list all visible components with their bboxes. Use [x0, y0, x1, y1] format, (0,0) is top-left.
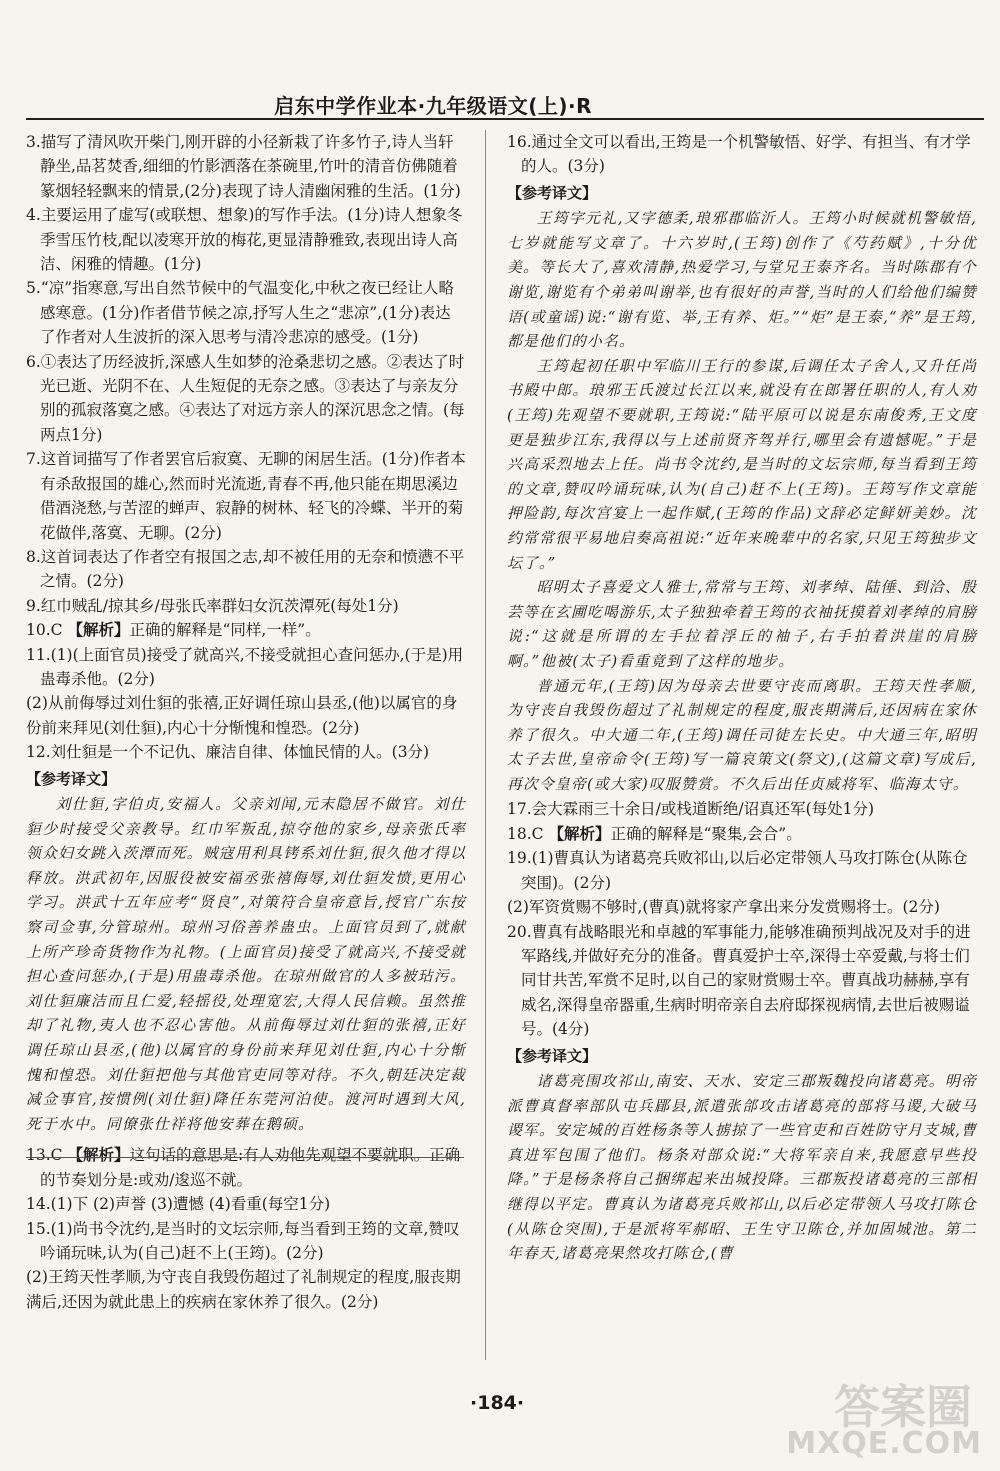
answer-7: 7.这首词描写了作者罢官后寂寞、无聊的闲居生活。(1分)作者本有杀敌报国的雄心,然而时光流逝,青春不再,他只能在期思溪边借酒浇愁,与苦涩的蝉声、寂静的树林、轻飞的冷蝶、半开的菊花做伴,落寞、无聊。(2分) — [26, 450, 466, 542]
answer-6: 6.①表达了历经波折,深感人生如梦的沧桑悲切之感。②表达了时光已逝、光阴不在、人生短促的无奈之感。③表达了与亲友分别的孤寂落寞之感。④表达了对远方亲人的深沉思念之情。(每两点1分) — [26, 352, 465, 444]
answer-13-text: 这句话的意思是:有人劝他先观望不要就职。正确的节奏划分是:或劝/逡巡不就。 — [40, 1146, 461, 1189]
answer-15-2: (2)王筠天性孝顺,为守丧自我毁伤超过了礼制规定的程度,服丧期满后,还因为就此患上的疾病在家休养了很久。(2分) — [26, 1268, 461, 1311]
answer-12: 12.刘仕貆是一个不记仇、廉洁自律、体恤民情的人。(3分) — [26, 743, 430, 762]
answer-16: 16.通过全文可以看出,王筠是一个机警敏悟、好学、有担当、有才学的人。(3分) — [507, 133, 971, 176]
answer-15-1: 15.(1)尚书令沈约,是当时的文坛宗师,每当看到王筠的文章,赞叹吟诵玩味,认为(自己)赶不上(王筠)。(2分) — [26, 1219, 460, 1262]
answer-14: 14.(1)下 (2)声誉 (3)遭憾 (4)看重(每空1分) — [26, 1195, 331, 1214]
translation-text: 刘仕貆,字伯贞,安福人。父亲刘闻,元末隐居不做官。刘仕貆少时接受父亲教导。红巾军叛乱,掠夺他的家乡,母亲张氏率领众妇女跳入茨潭而死。贼寇用利具铐系刘仕貆,很久他才得以释放。洪武初年,因服役被安福丞张禧侮辱,刘仕貆发愤,更用心学习。洪武十五年应考“贤良”,对策符合皇帝意旨,授官广东按察司佥事,分管琼州。琼州习俗善养蛊虫。上面官员到了,就献上所产珍奇货物作为礼物。(上面官员)接受了就高兴,不接受就担心查问惩办,(于是)用蛊毒杀他。在琼州做官的人多被玷污。刘仕貆廉洁而且仁爱,轻摇役,处理宽宏,大得人民信赖。虽然推却了礼物,夷人也不忍心害他。从前侮辱过刘仕貆的张禧,正好调任琼山县丞,(他)以属官的身份前来拜见刘仕貆,内心十分惭愧和惶恐。刘仕貆把他与其他官吏同等对待。不久,朝廷决定裁减佥事官,按惯例(刘仕貆)降任东莞河泊使。渡河时遇到大风,死于水中。同僚张仕祥将他安葬在鹅硕。 — [26, 795, 466, 1133]
answer-17: 17.会大霖雨三十余日/或栈道断绝/诏真还军(每处1分) — [507, 800, 875, 819]
section-rule — [26, 1157, 464, 1158]
watermark-mark: 答案圈 — [834, 1380, 972, 1434]
answer-11-2: (2)从前侮辱过刘仕貆的张禧,正好调任琼山县丞,(他)以属官的身份前来拜见(刘仕貆),内心十分惭愧和惶恐。(2分) — [26, 694, 458, 737]
translation-paragraph-1: 王筠字元礼,又字德柔,琅邪郡临沂人。王筠小时候就机警敏悟,七岁就能写文章了。十六岁时,(王筠)创作了《芍药赋》,十分优美。等长大了,喜欢清静,热爱学习,与堂兄王泰齐名。当时陈郡有个谢览,谢览有个弟弟叫谢举,也有很好的声誉,当时的人们给他们编赞语(或童谣)说:“谢有览、举,王有养、炬。”“炬”是王泰,“养”是王筠,都是他们的小名。 — [507, 210, 977, 351]
answer-10-prefix: 10.C — [26, 621, 68, 640]
answer-18-prefix: 18.C — [507, 824, 549, 843]
page-number: ·184· — [470, 1392, 525, 1414]
page-header — [26, 90, 984, 124]
reference-translation-tag: 【参考译文】 — [507, 183, 598, 202]
header-title: 启东中学作业本·九年级语文(上)·R — [274, 94, 592, 118]
right-column — [507, 130, 977, 1267]
answer-4: 4.主要运用了虚写(或联想、想象)的写作手法。(1分)诗人想象冬季雪压竹枝,配以凌寒开放的梅花,更显清静雅致,表现出诗人高洁、闲雅的情趣。(1分) — [26, 206, 463, 274]
column-divider — [485, 130, 486, 1360]
answer-10 — [26, 618, 466, 642]
answer-11-1: 11.(1)(上面官员)接受了就高兴,不接受就担心查问惩办,(于是)用蛊毒杀他。(2分) — [26, 645, 464, 688]
translation-paragraph-5: 诸葛亮围攻祁山,南安、天水、安定三郡叛魏投向诸葛亮。明帝派曹真督率部队屯兵郿县,派遣张郃攻击诸葛亮的部将马谡,大破马谡军。安定城的百姓杨条等人掳掠了一些官吏和百姓防守月支城,曹真进军包围了他们。杨条对部众说:“大将军亲自来,我愿意早些投降。”于是杨条将自己捆绑起来出城投降。三郡叛投诸葛亮的三部相继得以平定。曹真认为诸葛亮兵败祁山,以后必定带领人马攻打陈仓(从陈仓突围),于是派将军郝昭、王生守卫陈仓,并加固城池。第二年春天,诸葛亮果然攻打陈仓,(曹 — [507, 1072, 977, 1263]
analysis-tag: 【解析】 — [67, 1146, 130, 1165]
watermark-site: MXQE.COM — [786, 1426, 982, 1461]
translation-paragraph-2: 王筠起初任职中军临川王行的参谋,后调任太子舍人,又升任尚书殿中郎。琅邪王氏渡过长江以来,就没有在郎署任职的人,有人劝(王筠)先观望不要就职,王筠说:“陆平原可以说是东南俊秀,王文度更是独步江东,我得以与上述前贤齐驾并行,哪里会有遗憾呢。”于是兴高采烈地去上任。尚书令沈约,是当时的文坛宗师,每当看到王筠的文章,赞叹吟诵玩味,认为(自己)赶不上(王筠)。王筠写作文章能押险韵,每次宫宴上一起作赋,(王筠的作品)文辞必定鲜妍美妙。沈约常常很平易地启奏高祖说:“近年来晚辈中的名家,只见王筠独步文坛了。” — [507, 357, 977, 572]
answer-19-1: 19.(1)曹真认为诸葛亮兵败祁山,以后必定带领人马攻打陈仓(从陈仓突围)。(2分) — [507, 849, 968, 892]
answer-18 — [507, 822, 977, 846]
left-column — [26, 130, 466, 1314]
answer-8: 8.这首词表达了作者空有报国之志,却不被任用的无奈和愤懑不平之情。(2分) — [26, 547, 465, 591]
answer-5: 5.“凉”指寒意,写出自然节候中的气温变化,中秋之夜已经让人略感寒意。(1分)作者借节候之凉,抒写人生之“悲凉”,(1分)表达了作者对人生波折的深入思考与清冷悲凉的感受。(1分) — [26, 279, 454, 347]
answer-20: 20.曹真有战略眼光和卓越的军事能力,能够准确预判战况及对手的进军路线,并做好充分的准备。曹真爱护士卒,深得士卒爱戴,与将士们同甘共苦,军赏不足时,以自己的家财赏赐士卒。曹真战功赫赫,享有威名,深得皇帝器重,生病时明帝亲自去府邸探视病情,去世后被赐谥号。(4分) — [507, 922, 971, 1039]
answer-18-text: 正确的解释是“聚集,会合”。 — [610, 824, 802, 843]
watermark-logo — [782, 1371, 982, 1461]
analysis-tag: 【解析】 — [67, 621, 130, 640]
reference-translation-tag-2: 【参考译文】 — [507, 1046, 598, 1065]
translation-paragraph-3: 昭明太子喜爱文人雅士,常常与王筠、刘孝绰、陆倕、到洽、殷芸等在玄圃吃喝游乐,太子独独牵着王筠的衣袖抚摸着刘孝绰的肩膀说:“这就是所谓的左手拉着浮丘的袖子,右手拍着洪崖的肩膀啊。”他被(太子)看重竟到了这样的地步。 — [507, 579, 977, 670]
answer-10-text: 正确的解释是“同样,一样”。 — [129, 621, 321, 640]
translation-paragraph-4: 普通元年,(王筠)因为母亲去世要守丧而离职。王筠天性孝顺,为守丧自我毁伤超过了礼制规定的程度,服丧期满后,还因病在家休养了很久。中大通二年,(王筠)调任司徒左长史。中大通三年,昭明太子去世,皇帝命令(王筠)写一篇哀策文(祭文),(这篇文章)写成后,再次令皇帝(或大家)叹服赞赏。不久后出任贞威将军、临海太守。 — [507, 677, 977, 793]
answer-13-prefix: 13.C — [26, 1146, 68, 1165]
analysis-tag: 【解析】 — [548, 824, 611, 843]
answer-9: 9.红巾贼乱/掠其乡/母张氏率群妇女沉茨潭死(每处1分) — [26, 596, 399, 615]
answer-3: 3.描写了清风吹开柴门,刚开辟的小径新栽了许多竹子,诗人当轩静坐,品茗焚香,细细的竹影洒落在茶碗里,竹叶的清音仿佛随着篆烟轻轻飘来的情景,(2分)表现了诗人清幽闲雅的生活。(1分) — [26, 133, 461, 200]
answer-13 — [26, 1143, 466, 1192]
answer-19-2: (2)军资赏赐不够时,(曹真)就将家产拿出来分发赏赐将士。(2分) — [507, 898, 940, 917]
header-rule — [26, 118, 984, 120]
reference-translation-tag: 【参考译文】 — [26, 769, 117, 788]
